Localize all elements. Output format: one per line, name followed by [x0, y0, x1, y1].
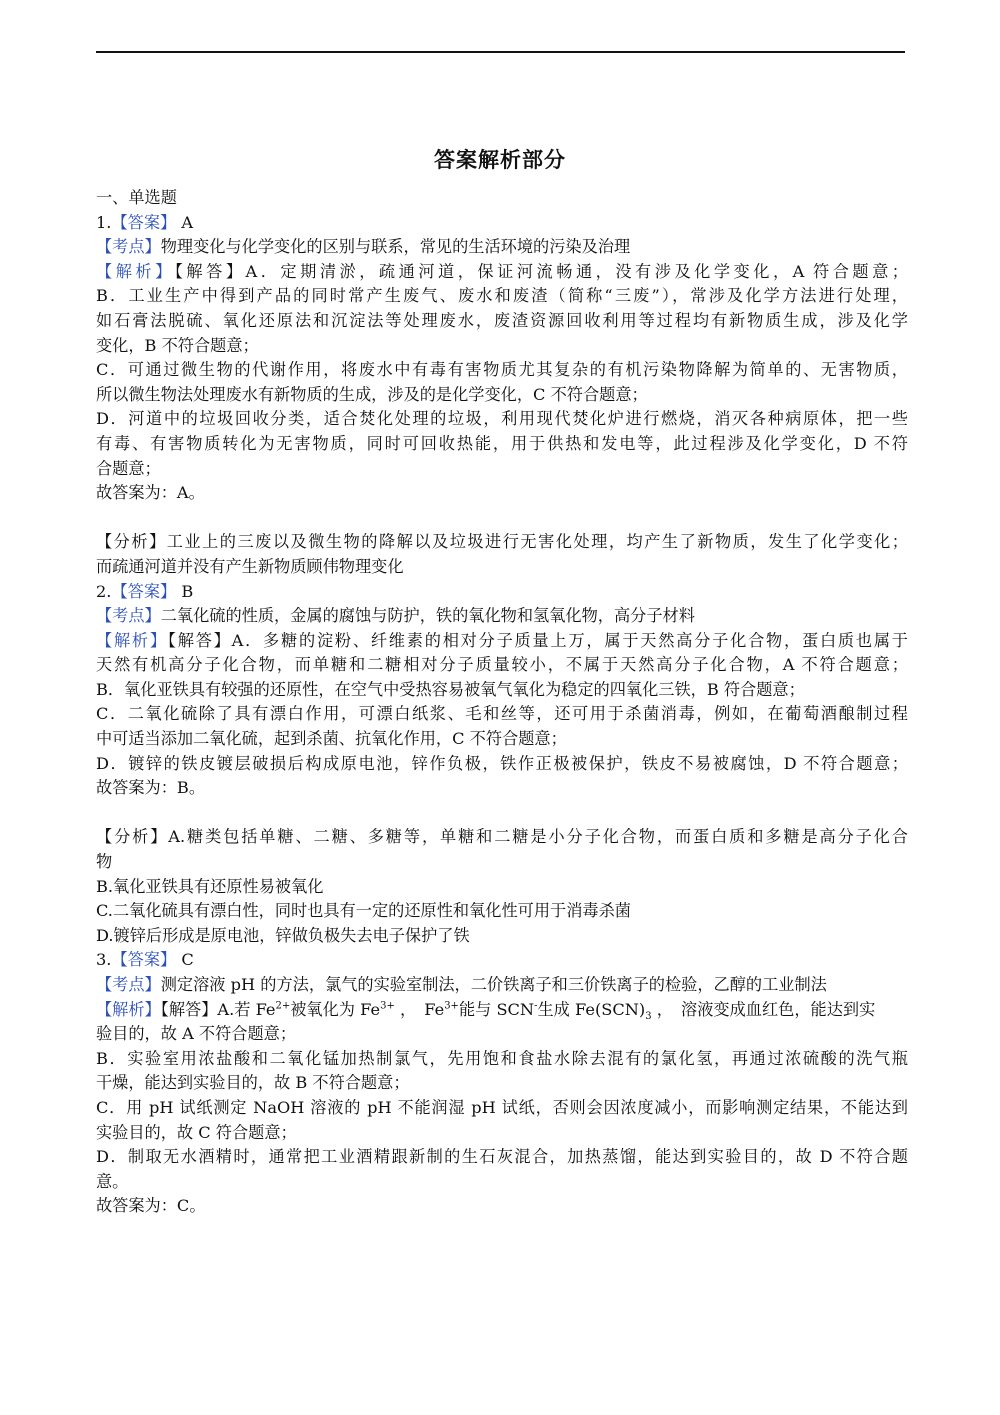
q1-line: C．可通过微生物的代谢作用，将废水中有毒有害物质尤其复杂的有机污染物降解为简单的、无害物质， — [96, 360, 908, 380]
q2-line: C．二氧化硫除了具有漂白作用，可漂白纸浆、毛和丝等，还可用于杀菌消毒，例如，在葡萄酒酿制过程 — [96, 704, 908, 724]
q2-answer: B — [176, 581, 194, 601]
q1-point-tag: 【考点】 — [96, 237, 161, 257]
q2-summary-line: C.二氧化硫具有漂白性，同时也具有一定的还原性和氧化性可用于消毒杀菌 — [96, 901, 631, 921]
q3-answer-tag: 【答案】 — [111, 950, 177, 970]
q3-text: 被氧化为 Fe — [290, 999, 381, 1019]
q2-analysis-tag: 【解析】 — [96, 630, 168, 650]
q3-analysis-tag: 【解析】 — [96, 999, 161, 1019]
q3-text: 【解答】A.若 Fe — [160, 999, 276, 1019]
q3-text: ， 溶液变成血红色，能达到实 — [651, 999, 876, 1019]
q2-point-line — [96, 604, 908, 629]
q1-summary-line: 【分析】工业上的三废以及微生物的降解以及垃圾进行无害化处理，均产生了新物质，发生了化学变化； — [96, 532, 908, 552]
page-title: 答案解析部分 — [434, 148, 566, 172]
q3-answer-line — [96, 948, 908, 973]
q2-summary-line: B.氧化亚铁具有还原性易被氧化 — [96, 876, 324, 896]
q1-analysis-text: 【解答】A．定期清淤，疏通河道，保证河流畅通，没有涉及化学变化，A 符合题意； — [174, 261, 908, 281]
q3-superscript: 3+ — [380, 1000, 395, 1012]
q1-conclusion: 故答案为：A。 — [96, 483, 205, 503]
q3-point-line — [96, 973, 908, 998]
q2-line: 中可适当添加二氧化硫，起到杀菌、抗氧化作用，C 不符合题意； — [96, 729, 567, 749]
q1-summary-line: 而疏通河道并没有产生新物质顾伟物理变化 — [96, 556, 404, 576]
q3-point-tag: 【考点】 — [96, 975, 161, 994]
q3-text: 生成 Fe(SCN) — [537, 999, 646, 1019]
q3-line: 干燥，能达到实验目的，故 B 不符合题意； — [96, 1073, 410, 1093]
q1-line: 有毒、有害物质转化为无害物质，同时可回收热能，用于供热和发电等，此过程涉及化学变化，D 不符 — [96, 433, 908, 453]
q2-analysis-line — [96, 629, 908, 654]
q3-point: 测定溶液 pH 的方法，氯气的实验室制法，二价铁离子和三价铁离子的检验，乙醇的工业制法 — [160, 975, 827, 994]
q3-conclusion: 故答案为：C。 — [96, 1196, 206, 1216]
q1-point: 物理变化与化学变化的区别与联系，常见的生活环境的污染及治理 — [160, 237, 631, 257]
q3-line: 实验目的，故 C 符合题意； — [96, 1122, 297, 1142]
q2-point-tag: 【考点】 — [96, 606, 161, 626]
q2-number: 2. — [96, 581, 112, 601]
q2-line: 天然有机高分子化合物，而单糖和二糖相对分子质量较小，不属于天然高分子化合物，A 不符合题意； — [96, 655, 908, 675]
q2-summary-line: 【分析】A.糖类包括单糖、二糖、多糖等，单糖和二糖是小分子化合物，而蛋白质和多糖是高分子化合 — [96, 827, 908, 847]
q2-answer-tag: 【答案】 — [111, 581, 177, 601]
q2-answer-line — [96, 580, 908, 605]
q3-subscript: 3 — [645, 1010, 652, 1022]
q1-number: 1. — [96, 212, 112, 232]
q1-analysis-line — [96, 260, 908, 285]
q2-summary-line: 物 — [96, 852, 113, 872]
q3-line: 意。 — [96, 1171, 129, 1191]
q2-conclusion: 故答案为：B。 — [96, 778, 206, 798]
q1-line: B．工业生产中得到产品的同时常产生废气、废水和废渣（简称“三废”），常涉及化学方法进行处理， — [96, 286, 908, 306]
spacer — [96, 506, 908, 531]
q1-line: 合题意； — [96, 458, 161, 478]
q1-line: 所以微生物法处理废水有新物质的生成，涉及的是化学变化，C 不符合题意； — [96, 384, 648, 404]
q1-answer-line — [96, 211, 908, 236]
q2-line: D．镀锌的铁皮镀层破损后构成原电池，锌作负极，铁作正极被保护，铁皮不易被腐蚀，D 不符合题意； — [96, 753, 908, 773]
q3-line: C．用 pH 试纸测定 NaOH 溶液的 pH 不能润湿 pH 试纸，否则会因浓度减小，而影响测定结果，不能达到 — [96, 1097, 908, 1117]
q1-line: 变化，B 不符合题意； — [96, 335, 259, 355]
q3-line: D．制取无水酒精时，通常把工业酒精跟新制的生石灰混合，加热蒸馏，能达到实验目的，故 D 不符合题 — [96, 1147, 908, 1167]
q3-number: 3. — [96, 950, 112, 970]
q3-text: 能与 SCN — [458, 999, 535, 1019]
q3-superscript: 2+ — [275, 1000, 291, 1012]
q2-line: B．氧化亚铁具有较强的还原性，在空气中受热容易被氧气氧化为稳定的四氧化三铁，B 符合题意； — [96, 679, 805, 699]
q3-line: B．实验室用浓盐酸和二氧化锰加热制氯气，先用饱和食盐水除去混有的氯化氢，再通过浓硫酸的洗气瓶 — [96, 1048, 908, 1068]
q1-line: 如石膏法脱硫、氧化还原法和沉淀法等处理废水，废渣资源回收利用等过程均有新物质生成，涉及化学 — [96, 310, 908, 330]
q1-answer: A — [176, 212, 194, 232]
q3-superscript: 3+ — [444, 1000, 459, 1012]
q1-line: D．河道中的垃圾回收分类，适合焚化处理的垃圾，利用现代焚化炉进行燃烧，消灭各种病原体，把一些 — [96, 409, 908, 429]
header-rule — [96, 51, 905, 53]
q3-answer: C — [176, 950, 194, 970]
q3-superscript: - — [534, 1000, 538, 1012]
spacer — [96, 801, 908, 826]
q1-analysis-tag: 【解析】 — [96, 261, 175, 281]
q2-summary-line: D.镀锌后形成是原电池，锌做负极失去电子保护了铁 — [96, 925, 470, 945]
document-body — [96, 186, 908, 1219]
q1-answer-tag: 【答案】 — [111, 212, 177, 232]
section-heading: 一、单选题 — [96, 188, 177, 207]
q1-point-line — [96, 235, 908, 260]
q3-analysis-line — [96, 998, 908, 1023]
q2-point: 二氧化硫的性质，金属的腐蚀与防护，铁的氧化物和氢氧化物，高分子材料 — [160, 606, 695, 626]
q2-analysis-text: 【解答】A．多糖的淀粉、纤维素的相对分子质量上万，属于天然高分子化合物，蛋白质也属于 — [167, 630, 908, 650]
q3-line: 验目的，故 A 不符合题意； — [96, 1024, 297, 1044]
q3-text: ， Fe — [394, 999, 445, 1019]
